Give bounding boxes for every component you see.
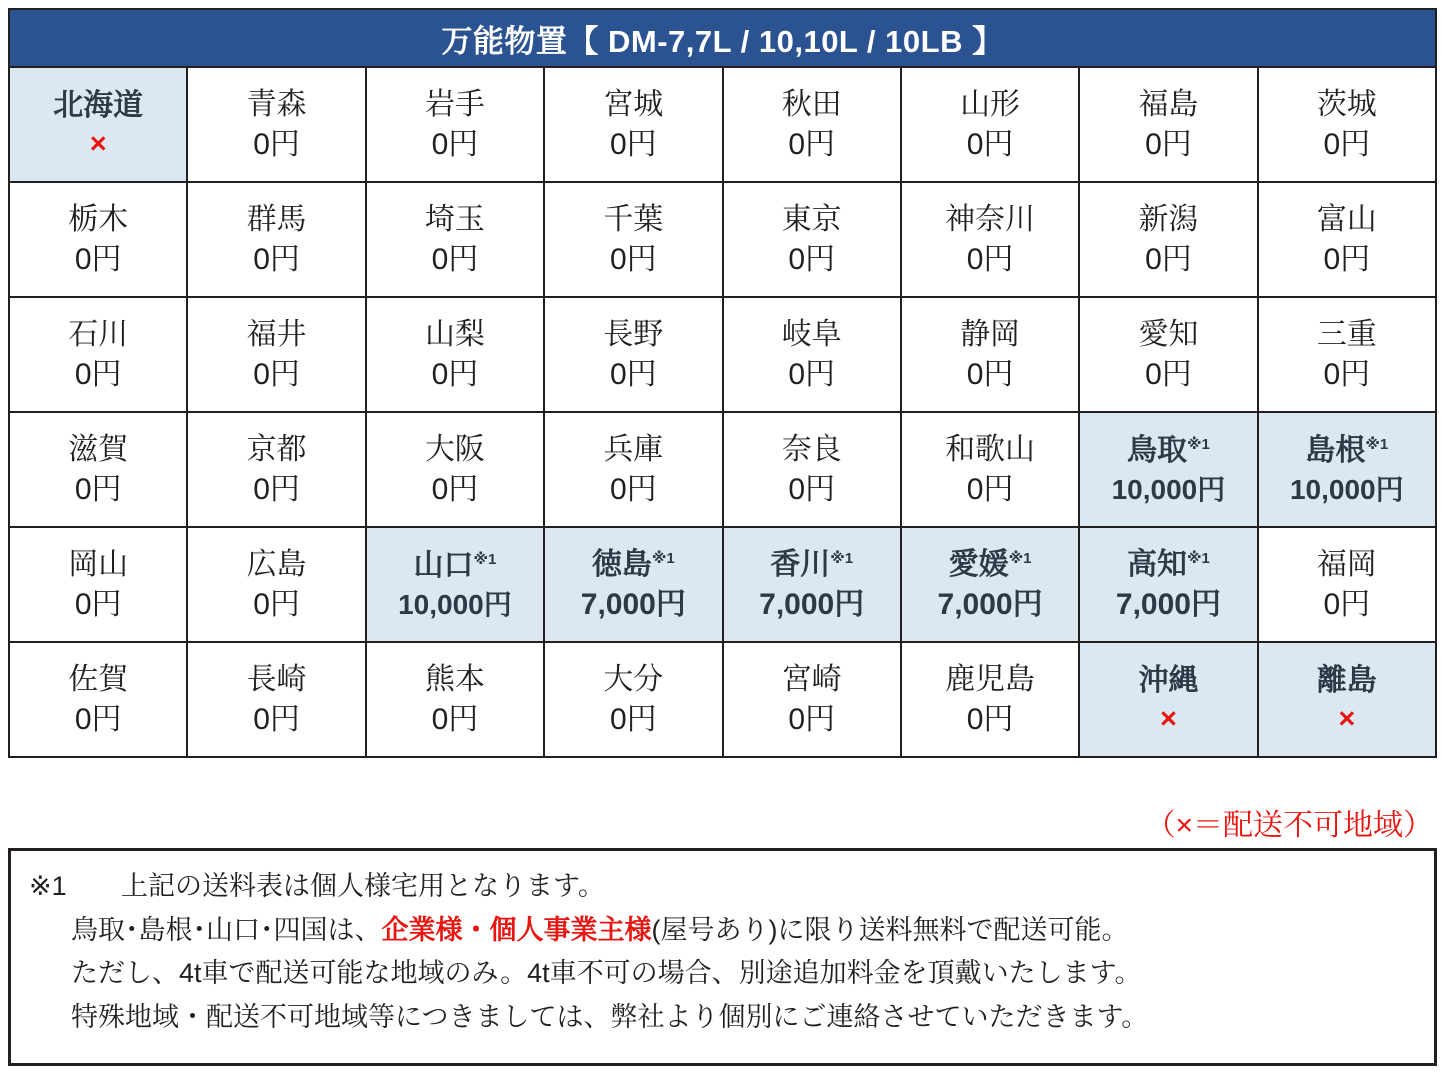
prefecture-cell [366, 297, 544, 412]
fee-table-body [9, 67, 1436, 757]
prefecture-cell [9, 67, 187, 182]
shipping-fee-value: 0円 [253, 587, 300, 621]
prefecture-cell [9, 182, 187, 297]
prefecture-cell [1258, 67, 1436, 182]
prefecture-name: 滋賀 [68, 433, 129, 466]
footnote-marker: ※1 [1365, 436, 1389, 454]
shipping-fee-value: 0円 [431, 472, 479, 506]
prefecture-name: 岡山 [68, 548, 129, 581]
prefecture-cell [544, 412, 722, 527]
prefecture-name: 大阪 [424, 433, 485, 466]
shipping-fee-value: 0円 [1323, 127, 1371, 161]
prefecture-cell [187, 642, 365, 757]
shipping-fee-value: 0円 [253, 472, 300, 506]
prefecture-name: 和歌山 [945, 433, 1036, 466]
prefecture-name: 山口$^{※1}$ [413, 549, 497, 583]
prefecture-cell [901, 527, 1079, 642]
prefecture-cell [1258, 182, 1436, 297]
shipping-fee-value: 0円 [966, 472, 1014, 506]
prefecture-name: 埼玉 [424, 203, 485, 236]
no-shipping-note: （×＝配送不可地域） [1145, 809, 1433, 842]
prefecture-name: 岩手 [424, 88, 485, 121]
footnote-line-3 [71, 952, 1420, 996]
table-row [9, 527, 1436, 642]
footnote-marker: ※1 [1186, 436, 1210, 454]
footnote-box [8, 848, 1437, 1066]
prefecture-name: 広島 [246, 548, 307, 581]
prefecture-cell [544, 67, 722, 182]
prefecture-cell [1258, 297, 1436, 412]
prefecture-cell [187, 67, 365, 182]
footnote-line-4 [71, 996, 1420, 1040]
footnote-line-1 [29, 865, 1420, 909]
prefecture-name: 鳥取$^{※1}$ [1126, 434, 1210, 468]
prefecture-cell [901, 182, 1079, 297]
prefecture-name: 京都 [246, 433, 307, 466]
footnote-text-4: 特殊地域・配送不可地域等につきましては、弊社より個別にご連絡させていただきます。 [71, 1002, 1149, 1033]
footnote-text-1: 上記の送料表は個人様宅用となります。 [121, 871, 605, 901]
no-delivery-mark: × [89, 128, 107, 161]
shipping-fee-value: 0円 [788, 472, 836, 506]
shipping-fee-value: 0円 [966, 702, 1014, 736]
prefecture-cell [544, 527, 722, 642]
prefecture-cell [723, 67, 901, 182]
footnote-text-2-pre: 鳥取･島根･山口･四国は、 [71, 914, 382, 945]
shipping-fee-value: 0円 [253, 702, 300, 736]
footnote-marker: ※1 [1008, 550, 1032, 567]
prefecture-name: 宮崎 [781, 663, 842, 696]
prefecture-name: 島根$^{※1}$ [1305, 434, 1389, 468]
table-row [9, 67, 1436, 182]
prefecture-cell [366, 527, 544, 642]
prefecture-cell [366, 642, 544, 757]
table-row [9, 182, 1436, 297]
prefecture-cell [901, 297, 1079, 412]
prefecture-name: 群馬 [246, 203, 307, 236]
prefecture-cell [9, 527, 187, 642]
shipping-fee-value: 10,000円 [1111, 473, 1226, 505]
prefecture-cell [901, 642, 1079, 757]
table-row [9, 297, 1436, 412]
prefecture-name: 東京 [781, 203, 842, 236]
shipping-fee-value: 0円 [609, 357, 657, 391]
prefecture-name: 福井 [246, 318, 307, 351]
prefecture-name: 神奈川 [945, 203, 1036, 236]
prefecture-cell [544, 297, 722, 412]
shipping-fee-value: 0円 [966, 357, 1014, 391]
shipping-fee-value: 0円 [74, 702, 122, 736]
fee-table-container [8, 8, 1437, 758]
prefecture-cell [723, 527, 901, 642]
prefecture-cell [1258, 527, 1436, 642]
prefecture-name: 香川$^{※1}$ [770, 548, 854, 581]
shipping-fee-value: 0円 [74, 472, 122, 506]
prefecture-cell [9, 297, 187, 412]
shipping-fee-value: 7,000円 [937, 587, 1043, 621]
prefecture-cell [366, 412, 544, 527]
shipping-fee-value: 0円 [609, 242, 657, 276]
page-title: 万能物置【 DM-7,7L / 10,10L / 10LB 】 [9, 9, 1436, 67]
prefecture-cell [901, 67, 1079, 182]
shipping-fee-value: 0円 [1145, 127, 1192, 161]
prefecture-name: 新潟 [1138, 203, 1199, 236]
shipping-fee-value: 0円 [788, 242, 836, 276]
prefecture-name: 福岡 [1316, 548, 1377, 581]
footnote-line-2 [71, 909, 1420, 953]
prefecture-name: 長崎 [246, 663, 307, 696]
prefecture-name: 徳島$^{※1}$ [591, 548, 675, 581]
footnote-text-2-post: (屋号あり)に限り送料無料で配送可能。 [651, 914, 1129, 945]
table-row [9, 642, 1436, 757]
shipping-fee-value: 0円 [966, 127, 1014, 161]
shipping-fee-value: 0円 [74, 587, 122, 621]
shipping-fee-value: 0円 [788, 702, 836, 736]
prefecture-cell [187, 297, 365, 412]
prefecture-name: 富山 [1316, 203, 1377, 236]
prefecture-name: 北海道 [53, 88, 144, 122]
shipping-fee-value: 0円 [1145, 242, 1192, 276]
prefecture-cell [187, 182, 365, 297]
prefecture-name: 青森 [246, 88, 307, 121]
shipping-fee-value: 0円 [1323, 587, 1371, 621]
prefecture-cell [723, 297, 901, 412]
shipping-fee-value: 0円 [253, 242, 300, 276]
prefecture-name: 山梨 [424, 318, 485, 351]
prefecture-cell [1258, 642, 1436, 757]
shipping-fee-value: 7,000円 [759, 587, 865, 621]
prefecture-cell [1079, 297, 1257, 412]
prefecture-cell [187, 527, 365, 642]
footnote-text-2-strong: 企業様・個人事業主様 [381, 914, 652, 945]
prefecture-cell [723, 182, 901, 297]
prefecture-name: 沖縄 [1138, 663, 1199, 697]
shipping-fee-value: 0円 [74, 242, 122, 276]
shipping-fee-value: 0円 [431, 242, 479, 276]
prefecture-name: 静岡 [960, 318, 1021, 351]
prefecture-cell [1079, 527, 1257, 642]
prefecture-name: 石川 [68, 318, 129, 351]
prefecture-cell [9, 642, 187, 757]
shipping-fee-value: 0円 [609, 472, 657, 506]
prefecture-cell [9, 412, 187, 527]
prefecture-cell [544, 182, 722, 297]
prefecture-name: 宮城 [603, 88, 664, 121]
prefecture-name: 熊本 [424, 663, 485, 696]
prefecture-name: 茨城 [1316, 88, 1377, 121]
prefecture-name: 栃木 [68, 203, 129, 236]
prefecture-name: 佐賀 [68, 663, 129, 696]
shipping-fee-value: 0円 [253, 357, 300, 391]
prefecture-name: 秋田 [781, 88, 842, 121]
prefecture-name: 兵庫 [603, 433, 664, 466]
shipping-fee-value: 0円 [431, 127, 479, 161]
table-title-row [9, 9, 1436, 67]
prefecture-name: 愛知 [1138, 318, 1199, 351]
shipping-fee-value: 0円 [74, 357, 122, 391]
footnote-mark: ※1 [29, 871, 67, 901]
prefecture-cell [723, 412, 901, 527]
prefecture-name: 山形 [960, 88, 1021, 121]
shipping-fee-value: 0円 [788, 127, 836, 161]
shipping-fee-value: 0円 [1323, 357, 1371, 391]
prefecture-cell [1079, 642, 1257, 757]
prefecture-cell [723, 642, 901, 757]
shipping-fee-value: 0円 [609, 127, 657, 161]
shipping-fee-value: 0円 [253, 127, 300, 161]
prefecture-name: 千葉 [603, 203, 664, 236]
prefecture-cell [366, 182, 544, 297]
prefecture-name: 長野 [603, 318, 664, 351]
no-delivery-mark: × [1159, 703, 1177, 736]
prefecture-name: 岐阜 [781, 318, 842, 351]
shipping-fee-value: 0円 [431, 702, 479, 736]
prefecture-name: 福島 [1138, 88, 1199, 121]
shipping-fee-value: 0円 [1145, 357, 1192, 391]
prefecture-cell [187, 412, 365, 527]
shipping-fee-value: 7,000円 [580, 587, 686, 621]
shipping-fee-value: 0円 [788, 357, 836, 391]
prefecture-name: 奈良 [781, 433, 842, 466]
shipping-fee-value: 0円 [609, 702, 657, 736]
footnote-text-3: ただし、4t車で配送可能な地域のみ。4t車不可の場合、別途追加料金を頂戴いたします。 [71, 958, 1142, 989]
prefecture-cell [901, 412, 1079, 527]
footnote-marker: ※1 [651, 550, 675, 567]
shipping-fee-value: 10,000円 [1289, 473, 1404, 505]
footnote-marker: ※1 [1186, 550, 1210, 567]
prefecture-cell [544, 642, 722, 757]
prefecture-cell [1258, 412, 1436, 527]
shipping-fee-value: 7,000円 [1115, 587, 1221, 621]
prefecture-name: 大分 [603, 663, 664, 696]
shipping-fee-table [8, 8, 1437, 758]
prefecture-name: 鹿児島 [945, 663, 1036, 696]
prefecture-name: 三重 [1316, 318, 1377, 351]
prefecture-cell [1079, 67, 1257, 182]
prefecture-name: 高知$^{※1}$ [1126, 548, 1210, 581]
shipping-fee-value: 0円 [966, 242, 1014, 276]
footnote-marker: ※1 [473, 551, 497, 569]
shipping-fee-value: 0円 [431, 357, 479, 391]
footnote-marker: ※1 [830, 550, 854, 567]
shipping-fee-value: 0円 [1323, 242, 1371, 276]
prefecture-cell [1079, 412, 1257, 527]
prefecture-cell [1079, 182, 1257, 297]
prefecture-name: 離島 [1316, 663, 1377, 697]
prefecture-name: 愛媛$^{※1}$ [948, 548, 1032, 581]
prefecture-cell [366, 67, 544, 182]
shipping-fee-value: 10,000円 [398, 588, 512, 620]
no-delivery-mark: × [1338, 703, 1356, 736]
table-row [9, 412, 1436, 527]
